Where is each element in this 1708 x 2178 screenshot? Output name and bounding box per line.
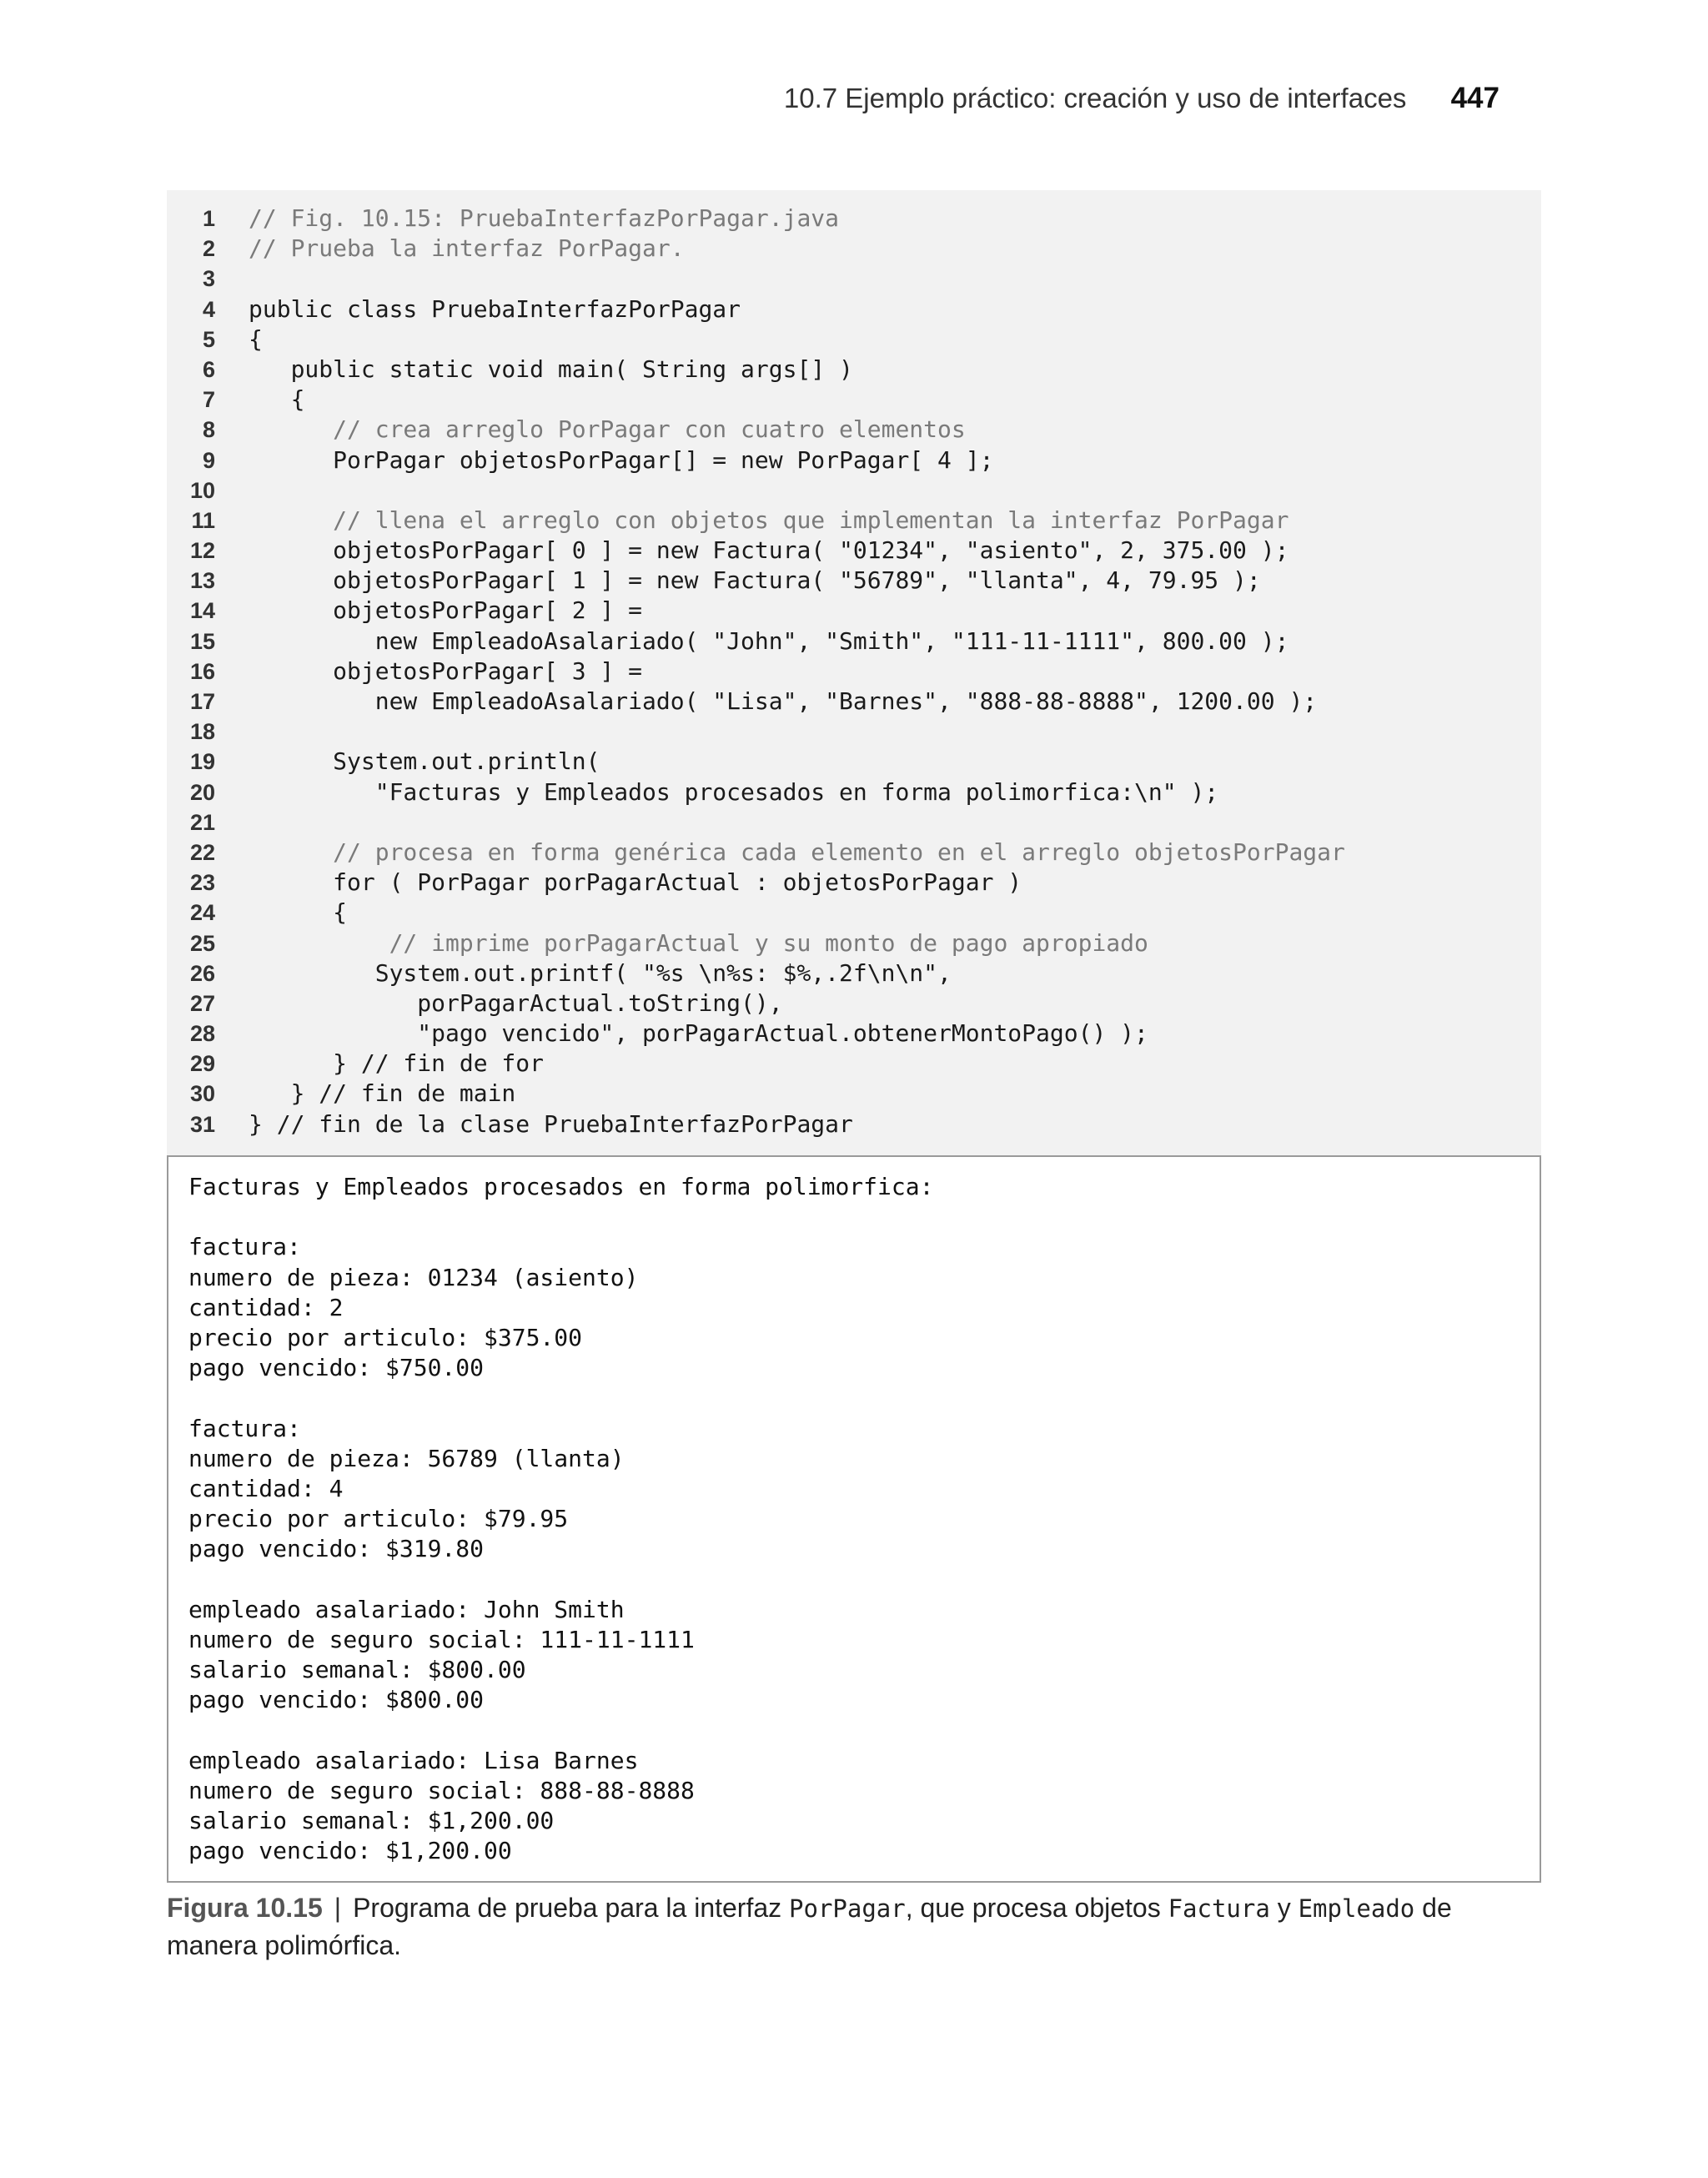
code-text: new EmpleadoAsalariado( "John", "Smith", "111-11-1111", 800.00 ); <box>249 626 1289 655</box>
code-line <box>167 415 966 445</box>
code-line <box>167 1019 1148 1049</box>
code-line <box>167 1079 516 1109</box>
code-text: } // fin de main <box>249 1079 516 1108</box>
caption-separator: | <box>334 1893 342 1923</box>
output-line: factura: <box>188 1414 301 1442</box>
code-line <box>167 1109 853 1139</box>
code-line <box>167 687 1318 717</box>
output-line <box>188 1564 933 1594</box>
code-line <box>167 868 1022 898</box>
output-line: numero de seguro social: 111-11-1111 <box>188 1625 695 1653</box>
code-line <box>167 204 840 234</box>
line-number: 20 <box>189 779 215 805</box>
line-number: 17 <box>189 689 215 714</box>
line-number: 23 <box>189 870 215 896</box>
code-line <box>167 324 263 355</box>
caption-text-4: de manera polimórfica. <box>167 1893 1452 1960</box>
code-text: public class PruebaInterfazPorPagar <box>249 294 741 323</box>
line-number: 30 <box>189 1081 215 1107</box>
output-line: numero de seguro social: 888-88-8888 <box>188 1776 695 1804</box>
code-comment: // crea arreglo PorPagar con cuatro elementos <box>249 415 966 444</box>
line-number: 15 <box>189 628 215 654</box>
code-text: public static void main( String args[] ) <box>249 355 853 383</box>
line-number: 14 <box>189 598 215 624</box>
output-line <box>188 1202 933 1232</box>
output-line: precio por articulo: $375.00 <box>188 1323 583 1351</box>
running-header <box>784 82 1500 115</box>
caption-text-1: Programa de prueba para la interfaz <box>353 1893 790 1923</box>
code-text: System.out.println( <box>249 747 600 776</box>
line-number: 24 <box>189 900 215 926</box>
figure-caption <box>167 1889 1541 1964</box>
code-comment: // imprime porPagarActual y su monto de pago apropiado <box>249 928 1148 957</box>
code-line <box>167 837 1345 868</box>
code-line <box>167 747 600 777</box>
output-line: salario semanal: $1,200.00 <box>188 1806 555 1834</box>
code-line <box>167 445 994 475</box>
code-text: "Facturas y Empleados procesados en forma polimorfica:\n" ); <box>249 777 1219 806</box>
caption-text-2: , que procesa objetos <box>905 1893 1168 1923</box>
line-number: 28 <box>189 1021 215 1047</box>
code-text: PorPagar objetosPorPagar[] = new PorPagar[ 4 ]; <box>249 445 994 474</box>
code-line <box>167 988 783 1019</box>
line-number: 7 <box>202 387 215 413</box>
code-text: "pago vencido", porPagarActual.obtenerMontoPago() ); <box>249 1019 1148 1048</box>
code-line <box>167 928 1148 958</box>
code-line <box>167 958 952 988</box>
output-line: salario semanal: $800.00 <box>188 1656 526 1683</box>
output-line: pago vencido: $800.00 <box>188 1686 485 1714</box>
line-number: 5 <box>202 326 215 352</box>
line-number: 13 <box>189 568 215 594</box>
code-listing <box>167 190 1541 1155</box>
line-number: 18 <box>189 719 215 745</box>
code-line <box>167 234 685 264</box>
code-line <box>167 506 1289 536</box>
code-line <box>167 807 215 837</box>
line-number: 8 <box>202 417 215 443</box>
program-output <box>167 1155 1541 1883</box>
code-text: { <box>249 385 305 414</box>
output-line: pago vencido: $1,200.00 <box>188 1837 512 1865</box>
code-comment: // Fig. 10.15: PruebaInterfazPorPagar.java <box>249 204 840 232</box>
line-number: 22 <box>189 839 215 865</box>
code-line <box>167 777 1219 807</box>
line-number: 29 <box>189 1051 215 1077</box>
code-comment: // llena el arreglo con objetos que implementan la interfaz PorPagar <box>249 506 1289 534</box>
code-lines <box>167 204 1345 1139</box>
code-text: new EmpleadoAsalariado( "Lisa", "Barnes", "888-88-8888", 1200.00 ); <box>249 687 1318 715</box>
output-line: empleado asalariado: Lisa Barnes <box>188 1746 639 1774</box>
code-line <box>167 717 215 747</box>
line-number: 25 <box>189 930 215 956</box>
code-line <box>167 536 1289 566</box>
output-line: factura: <box>188 1233 301 1261</box>
caption-code-1: PorPagar <box>789 1894 906 1923</box>
caption-code-2: Factura <box>1168 1894 1270 1923</box>
code-text: } // fin de for <box>249 1049 545 1078</box>
code-text: { <box>249 898 348 927</box>
code-text: System.out.printf( "%s \n%s: $%,.2f\n\n", <box>249 958 952 987</box>
code-line <box>167 294 741 324</box>
code-comment: // procesa en forma genérica cada elemento en el arreglo objetosPorPagar <box>249 837 1345 866</box>
output-line: cantidad: 2 <box>188 1293 344 1321</box>
code-line <box>167 1049 545 1079</box>
line-number: 6 <box>202 356 215 382</box>
output-lines <box>188 1172 933 1866</box>
line-number: 1 <box>202 206 215 231</box>
line-number: 4 <box>202 296 215 322</box>
code-comment: // Prueba la interfaz PorPagar. <box>249 234 685 263</box>
line-number: 10 <box>189 477 215 503</box>
output-line: numero de pieza: 56789 (llanta) <box>188 1444 625 1472</box>
line-number: 2 <box>202 236 215 262</box>
line-number: 26 <box>189 960 215 986</box>
line-number: 9 <box>202 447 215 473</box>
output-line <box>188 1383 933 1413</box>
output-line: numero de pieza: 01234 (asiento) <box>188 1263 639 1291</box>
line-number: 19 <box>189 749 215 775</box>
code-text: objetosPorPagar[ 0 ] = new Factura( "01234", "asiento", 2, 375.00 ); <box>249 536 1289 565</box>
code-line <box>167 596 643 626</box>
code-text: porPagarActual.toString(), <box>249 988 783 1017</box>
code-line <box>167 264 215 294</box>
output-line: pago vencido: $319.80 <box>188 1535 485 1563</box>
code-text: objetosPorPagar[ 3 ] = <box>249 656 643 685</box>
code-line <box>167 626 1289 656</box>
line-number: 16 <box>189 658 215 684</box>
code-text: } // fin de la clase PruebaInterfazPorPagar <box>249 1109 853 1138</box>
output-line <box>188 1715 933 1745</box>
line-number: 11 <box>191 507 215 533</box>
code-line <box>167 475 215 506</box>
caption-code-3: Empleado <box>1298 1894 1415 1923</box>
output-line: precio por articulo: $79.95 <box>188 1505 569 1533</box>
code-text: for ( PorPagar porPagarActual : objetosPorPagar ) <box>249 868 1022 897</box>
page-number: 447 <box>1450 82 1500 114</box>
code-text: objetosPorPagar[ 2 ] = <box>249 596 643 625</box>
output-line: Facturas y Empleados procesados en forma polimorfica: <box>188 1173 934 1200</box>
code-text: { <box>249 324 263 353</box>
output-line: empleado asalariado: John Smith <box>188 1595 625 1623</box>
line-number: 21 <box>189 809 215 835</box>
code-line <box>167 385 305 415</box>
section-title: 10.7 Ejemplo práctico: creación y uso de interfaces <box>783 83 1407 113</box>
line-number: 27 <box>189 990 215 1016</box>
code-line <box>167 566 1261 596</box>
figure-label: Figura 10.15 <box>167 1893 323 1923</box>
line-number: 12 <box>189 538 215 564</box>
output-line: pago vencido: $750.00 <box>188 1354 485 1382</box>
code-line <box>167 898 348 928</box>
code-line <box>167 656 643 687</box>
code-line <box>167 355 853 385</box>
output-line: cantidad: 4 <box>188 1474 344 1502</box>
line-number: 31 <box>189 1111 215 1137</box>
line-number: 3 <box>202 266 215 292</box>
caption-text-3: y <box>1269 1893 1299 1923</box>
code-text: objetosPorPagar[ 1 ] = new Factura( "56789", "llanta", 4, 79.95 ); <box>249 566 1261 595</box>
